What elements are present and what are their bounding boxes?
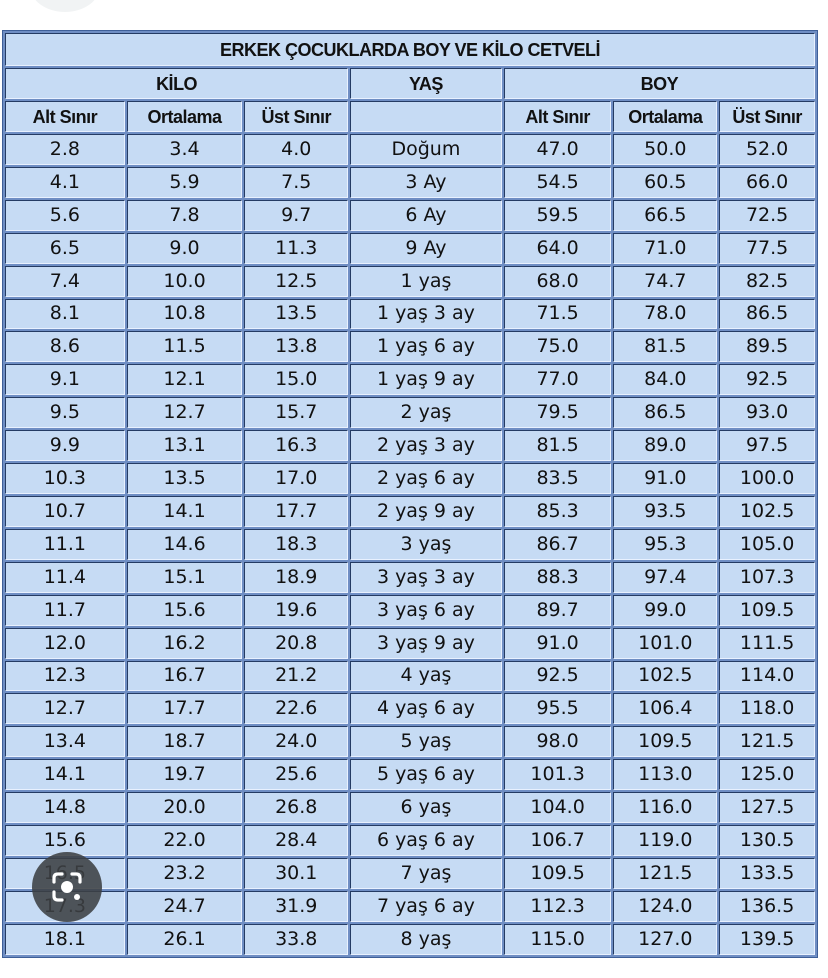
top-avatar-edge	[30, 0, 100, 12]
cell-boy-ortalama: 74.7	[613, 266, 717, 297]
cell-yas: 2 yaş	[350, 397, 502, 428]
cell-kilo-ust: 30.1	[244, 858, 348, 889]
bottom-fade	[0, 960, 828, 978]
cell-boy-ust: 100.0	[719, 463, 815, 494]
cell-boy-ust: 133.5	[719, 858, 815, 889]
cell-boy-ust: 127.5	[719, 792, 815, 823]
cell-boy-alt: 106.7	[504, 825, 612, 856]
cell-yas: Doğum	[350, 134, 502, 165]
cell-boy-alt: 64.0	[504, 233, 612, 264]
cell-boy-ust: 66.0	[719, 167, 815, 198]
cell-boy-alt: 54.5	[504, 167, 612, 198]
cell-boy-ortalama: 71.0	[613, 233, 717, 264]
table-row	[5, 463, 815, 494]
cell-kilo-ust: 16.3	[244, 430, 348, 461]
group-header-kilo: KİLO	[5, 68, 348, 99]
cell-boy-ust: 109.5	[719, 595, 815, 626]
column-header: Alt Sınır	[5, 101, 125, 132]
cell-kilo-ortalama: 16.2	[127, 628, 243, 659]
column-header: Alt Sınır	[504, 101, 612, 132]
cell-yas: 6 Ay	[350, 200, 502, 231]
cell-kilo-alt: 14.8	[5, 792, 125, 823]
cell-kilo-ust: 31.9	[244, 891, 348, 922]
table-row	[5, 134, 815, 165]
cell-boy-ortalama: 60.5	[613, 167, 717, 198]
cell-kilo-alt: 10.3	[5, 463, 125, 494]
table-row	[5, 924, 815, 955]
cell-boy-alt: 101.3	[504, 759, 612, 790]
cell-yas: 3 yaş 9 ay	[350, 628, 502, 659]
cell-boy-ortalama: 109.5	[613, 726, 717, 757]
cell-kilo-ust: 19.6	[244, 595, 348, 626]
cell-yas: 9 Ay	[350, 233, 502, 264]
cell-kilo-ortalama: 11.5	[127, 331, 243, 362]
cell-boy-ortalama: 101.0	[613, 628, 717, 659]
cell-boy-ortalama: 119.0	[613, 825, 717, 856]
cell-boy-ust: 136.5	[719, 891, 815, 922]
cell-yas: 3 Ay	[350, 167, 502, 198]
cell-boy-alt: 112.3	[504, 891, 612, 922]
cell-kilo-ortalama: 19.7	[127, 759, 243, 790]
cell-kilo-ust: 33.8	[244, 924, 348, 955]
table-row	[5, 364, 815, 395]
table-row	[5, 661, 815, 692]
cell-boy-ortalama: 93.5	[613, 496, 717, 527]
cell-kilo-alt: 15.6	[5, 825, 125, 856]
cell-boy-ust: 89.5	[719, 331, 815, 362]
cell-boy-alt: 104.0	[504, 792, 612, 823]
google-lens-icon	[48, 868, 86, 906]
cell-kilo-ust: 28.4	[244, 825, 348, 856]
cell-kilo-ust: 13.5	[244, 299, 348, 330]
cell-yas: 2 yaş 9 ay	[350, 496, 502, 527]
cell-boy-ust: 86.5	[719, 299, 815, 330]
cell-kilo-ust: 18.9	[244, 562, 348, 593]
cell-kilo-alt: 11.7	[5, 595, 125, 626]
cell-kilo-ortalama: 16.7	[127, 661, 243, 692]
cell-yas: 1 yaş 6 ay	[350, 331, 502, 362]
table-row	[5, 628, 815, 659]
cell-boy-ortalama: 91.0	[613, 463, 717, 494]
cell-boy-ust: 125.0	[719, 759, 815, 790]
cell-kilo-ortalama: 14.6	[127, 529, 243, 560]
cell-kilo-ortalama: 10.0	[127, 266, 243, 297]
cell-boy-alt: 98.0	[504, 726, 612, 757]
cell-kilo-alt: 7.4	[5, 266, 125, 297]
cell-boy-ust: 107.3	[719, 562, 815, 593]
table-row	[5, 562, 815, 593]
cell-boy-ust: 92.5	[719, 364, 815, 395]
cell-boy-alt: 91.0	[504, 628, 612, 659]
cell-kilo-ust: 12.5	[244, 266, 348, 297]
cell-boy-ortalama: 99.0	[613, 595, 717, 626]
cell-yas: 3 yaş 6 ay	[350, 595, 502, 626]
cell-boy-alt: 83.5	[504, 463, 612, 494]
cell-boy-alt: 79.5	[504, 397, 612, 428]
table-row	[5, 529, 815, 560]
cell-kilo-ortalama: 22.0	[127, 825, 243, 856]
cell-kilo-ortalama: 20.0	[127, 792, 243, 823]
cell-kilo-ortalama: 12.7	[127, 397, 243, 428]
cell-yas: 6 yaş	[350, 792, 502, 823]
cell-kilo-ust: 17.7	[244, 496, 348, 527]
cell-kilo-alt: 18.1	[5, 924, 125, 955]
cell-kilo-ortalama: 5.9	[127, 167, 243, 198]
cell-yas: 1 yaş 3 ay	[350, 299, 502, 330]
cell-kilo-alt: 9.5	[5, 397, 125, 428]
cell-kilo-ortalama: 7.8	[127, 200, 243, 231]
cell-yas: 2 yaş 6 ay	[350, 463, 502, 494]
cell-boy-alt: 92.5	[504, 661, 612, 692]
cell-kilo-alt: 6.5	[5, 233, 125, 264]
cell-boy-ortalama: 97.4	[613, 562, 717, 593]
cell-boy-ust: 105.0	[719, 529, 815, 560]
cell-yas: 5 yaş 6 ay	[350, 759, 502, 790]
cell-boy-alt: 47.0	[504, 134, 612, 165]
cell-yas: 1 yaş	[350, 266, 502, 297]
cell-boy-ust: 111.5	[719, 628, 815, 659]
cell-kilo-ortalama: 12.1	[127, 364, 243, 395]
table-row	[5, 595, 815, 626]
table-row	[5, 825, 815, 856]
table-row	[5, 266, 815, 297]
cell-kilo-ust: 26.8	[244, 792, 348, 823]
cell-kilo-alt: 12.7	[5, 693, 125, 724]
growth-chart-table	[3, 31, 817, 957]
cell-boy-ust: 97.5	[719, 430, 815, 461]
growth-chart-table-frame	[2, 30, 818, 958]
cell-boy-ortalama: 50.0	[613, 134, 717, 165]
cell-yas: 6 yaş 6 ay	[350, 825, 502, 856]
cell-kilo-alt: 12.0	[5, 628, 125, 659]
cell-boy-ortalama: 116.0	[613, 792, 717, 823]
cell-kilo-ust: 20.8	[244, 628, 348, 659]
table-row	[5, 299, 815, 330]
cell-boy-alt: 68.0	[504, 266, 612, 297]
cell-kilo-ust: 22.6	[244, 693, 348, 724]
cell-boy-alt: 71.5	[504, 299, 612, 330]
table-title: ERKEK ÇOCUKLARDA BOY VE KİLO CETVELİ	[5, 33, 815, 66]
subheader-row	[5, 101, 815, 132]
cell-boy-ust: 130.5	[719, 825, 815, 856]
cell-boy-alt: 115.0	[504, 924, 612, 955]
cell-yas: 5 yaş	[350, 726, 502, 757]
cell-boy-ust: 52.0	[719, 134, 815, 165]
cell-boy-ust: 139.5	[719, 924, 815, 955]
cell-kilo-alt: 10.7	[5, 496, 125, 527]
cell-boy-alt: 88.3	[504, 562, 612, 593]
table-row	[5, 759, 815, 790]
cell-boy-alt: 109.5	[504, 858, 612, 889]
table-row	[5, 331, 815, 362]
cell-kilo-alt: 14.1	[5, 759, 125, 790]
cell-yas: 4 yaş 6 ay	[350, 693, 502, 724]
cell-kilo-ortalama: 15.6	[127, 595, 243, 626]
cell-boy-alt: 77.0	[504, 364, 612, 395]
cell-kilo-ortalama: 9.0	[127, 233, 243, 264]
cell-yas: 1 yaş 9 ay	[350, 364, 502, 395]
cell-boy-ortalama: 95.3	[613, 529, 717, 560]
cell-kilo-ust: 7.5	[244, 167, 348, 198]
cell-boy-ortalama: 86.5	[613, 397, 717, 428]
cell-yas: 3 yaş	[350, 529, 502, 560]
cell-kilo-alt: 11.1	[5, 529, 125, 560]
cell-kilo-ust: 17.0	[244, 463, 348, 494]
cell-yas: 4 yaş	[350, 661, 502, 692]
table-row	[5, 792, 815, 823]
cell-kilo-ortalama: 13.1	[127, 430, 243, 461]
cell-kilo-ortalama: 18.7	[127, 726, 243, 757]
cell-boy-ortalama: 124.0	[613, 891, 717, 922]
cell-kilo-ust: 9.7	[244, 200, 348, 231]
cell-yas: 8 yaş	[350, 924, 502, 955]
cell-boy-alt: 75.0	[504, 331, 612, 362]
cell-boy-ortalama: 102.5	[613, 661, 717, 692]
cell-kilo-alt: 13.4	[5, 726, 125, 757]
cell-kilo-ust: 25.6	[244, 759, 348, 790]
table-row	[5, 200, 815, 231]
cell-kilo-ust: 24.0	[244, 726, 348, 757]
column-header: Ortalama	[127, 101, 243, 132]
cell-kilo-ortalama: 17.7	[127, 693, 243, 724]
group-header-yas: YAŞ	[350, 68, 502, 99]
cell-boy-alt: 85.3	[504, 496, 612, 527]
cell-boy-ortalama: 121.5	[613, 858, 717, 889]
column-header: Ortalama	[613, 101, 717, 132]
cell-boy-ortalama: 127.0	[613, 924, 717, 955]
cell-kilo-alt: 12.3	[5, 661, 125, 692]
table-row	[5, 726, 815, 757]
table-row	[5, 397, 815, 428]
cell-kilo-ortalama: 26.1	[127, 924, 243, 955]
cell-boy-ortalama: 89.0	[613, 430, 717, 461]
cell-yas: 2 yaş 3 ay	[350, 430, 502, 461]
cell-kilo-alt: 4.1	[5, 167, 125, 198]
cell-boy-ust: 93.0	[719, 397, 815, 428]
cell-yas: 7 yaş	[350, 858, 502, 889]
cell-boy-alt: 86.7	[504, 529, 612, 560]
cell-kilo-alt: 8.6	[5, 331, 125, 362]
cell-kilo-ust: 21.2	[244, 661, 348, 692]
cell-boy-ortalama: 84.0	[613, 364, 717, 395]
cell-kilo-ortalama: 23.2	[127, 858, 243, 889]
cell-kilo-ust: 15.7	[244, 397, 348, 428]
cell-kilo-ust: 4.0	[244, 134, 348, 165]
cell-boy-alt: 89.7	[504, 595, 612, 626]
cell-boy-ortalama: 113.0	[613, 759, 717, 790]
cell-kilo-ortalama: 10.8	[127, 299, 243, 330]
cell-boy-alt: 81.5	[504, 430, 612, 461]
cell-yas: 3 yaş 3 ay	[350, 562, 502, 593]
cell-boy-ust: 102.5	[719, 496, 815, 527]
cell-kilo-ust: 13.8	[244, 331, 348, 362]
table-row	[5, 693, 815, 724]
cell-kilo-alt: 8.1	[5, 299, 125, 330]
cell-kilo-ortalama: 14.1	[127, 496, 243, 527]
cell-boy-alt: 95.5	[504, 693, 612, 724]
cell-boy-ust: 114.0	[719, 661, 815, 692]
cell-boy-ortalama: 78.0	[613, 299, 717, 330]
cell-boy-ust: 72.5	[719, 200, 815, 231]
cell-boy-ortalama: 106.4	[613, 693, 717, 724]
cell-kilo-ortalama: 15.1	[127, 562, 243, 593]
table-row	[5, 167, 815, 198]
table-row	[5, 858, 815, 889]
cell-kilo-ust: 15.0	[244, 364, 348, 395]
cell-kilo-alt: 9.1	[5, 364, 125, 395]
cell-kilo-ortalama: 13.5	[127, 463, 243, 494]
cell-kilo-alt: 11.4	[5, 562, 125, 593]
cell-kilo-ortalama: 3.4	[127, 134, 243, 165]
cell-kilo-ust: 11.3	[244, 233, 348, 264]
cell-boy-ortalama: 81.5	[613, 331, 717, 362]
cell-kilo-ortalama: 24.7	[127, 891, 243, 922]
table-row	[5, 891, 815, 922]
cell-boy-alt: 59.5	[504, 200, 612, 231]
column-header	[350, 101, 502, 132]
table-row	[5, 430, 815, 461]
cell-kilo-alt: 2.8	[5, 134, 125, 165]
cell-boy-ortalama: 66.5	[613, 200, 717, 231]
google-lens-button[interactable]	[32, 852, 102, 922]
group-header-boy: BOY	[504, 68, 815, 99]
table-row	[5, 496, 815, 527]
cell-kilo-alt: 9.9	[5, 430, 125, 461]
column-header: Üst Sınır	[244, 101, 348, 132]
cell-yas: 7 yaş 6 ay	[350, 891, 502, 922]
cell-boy-ust: 121.5	[719, 726, 815, 757]
cell-boy-ust: 118.0	[719, 693, 815, 724]
column-header: Üst Sınır	[719, 101, 815, 132]
cell-boy-ust: 82.5	[719, 266, 815, 297]
cell-boy-ust: 77.5	[719, 233, 815, 264]
cell-kilo-ust: 18.3	[244, 529, 348, 560]
cell-kilo-alt: 5.6	[5, 200, 125, 231]
table-row	[5, 233, 815, 264]
